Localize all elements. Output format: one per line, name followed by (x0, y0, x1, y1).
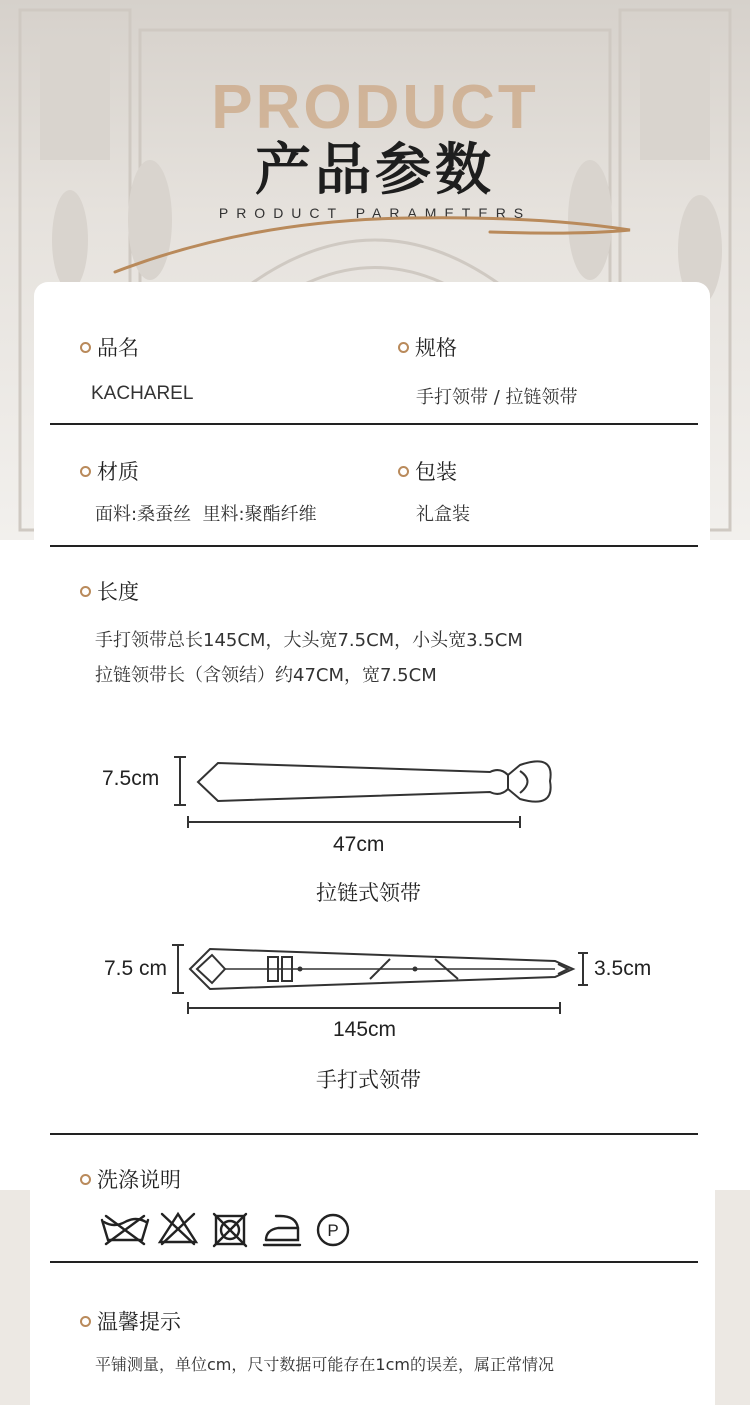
material-label: 材质 (80, 456, 139, 486)
divider (50, 1261, 698, 1263)
tips-text: 平铺测量，单位cm，尺寸数据可能存在1cm的误差，属正常情况 (95, 1355, 554, 1374)
zipper-width-label: 7.5cm (102, 767, 160, 790)
hand-tie-caption: 手打式领带 (316, 1068, 421, 1092)
gold-swoosh-decoration (110, 210, 640, 280)
hand-tip-label: 3.5cm (594, 957, 652, 980)
material-value: 面料:桑蚕丝 里料:聚酯纤维 (95, 504, 317, 525)
low-iron-icon (264, 1216, 300, 1245)
title-en-watermark: PRODUCT (211, 73, 539, 142)
bullet-icon (80, 1316, 91, 1327)
hand-width-label: 7.5 cm (104, 957, 168, 980)
hand-length-label: 145cm (333, 1018, 397, 1041)
zipper-length-label: 47cm (333, 833, 385, 856)
package-label: 包装 (398, 456, 457, 486)
spec-label: 规格 (398, 332, 457, 362)
length-text-line: 手打领带总长145CM，大头宽7.5CM，小头宽3.5CM (95, 630, 523, 651)
bullet-icon (80, 466, 91, 477)
bullet-icon (398, 466, 409, 477)
tie-knot (508, 761, 551, 801)
name-label: 品名 (80, 332, 139, 362)
bullet-icon (398, 342, 409, 353)
length-label: 长度 (80, 576, 139, 606)
bullet-icon (80, 586, 91, 597)
page-title: 产品参数 (255, 138, 495, 203)
divider (50, 423, 698, 425)
zipper-tie-body (198, 763, 508, 801)
zipper-tie-caption: 拉链式领带 (316, 881, 421, 905)
care-symbols (100, 1208, 360, 1248)
care-label: 洗涤说明 (80, 1164, 181, 1194)
name-value: KACHAREL (91, 383, 194, 404)
no-tumble-dry-icon (214, 1214, 246, 1246)
divider (50, 1133, 698, 1135)
spec-value: 手打领带 / 拉链领带 (416, 387, 578, 408)
bullet-icon (80, 342, 91, 353)
no-wash-icon (102, 1216, 148, 1244)
tips-label: 温馨提示 (80, 1306, 181, 1336)
page-subtitle: PRODUCT PARAMETERS (218, 205, 532, 221)
package-value: 礼盒装 (416, 504, 470, 525)
divider (50, 545, 698, 547)
bullet-icon (80, 1174, 91, 1185)
no-bleach-icon (160, 1214, 196, 1244)
svg-text:P: P (327, 1221, 339, 1240)
length-text-line: 拉链领带长（含领结）约47CM，宽7.5CM (95, 665, 437, 686)
